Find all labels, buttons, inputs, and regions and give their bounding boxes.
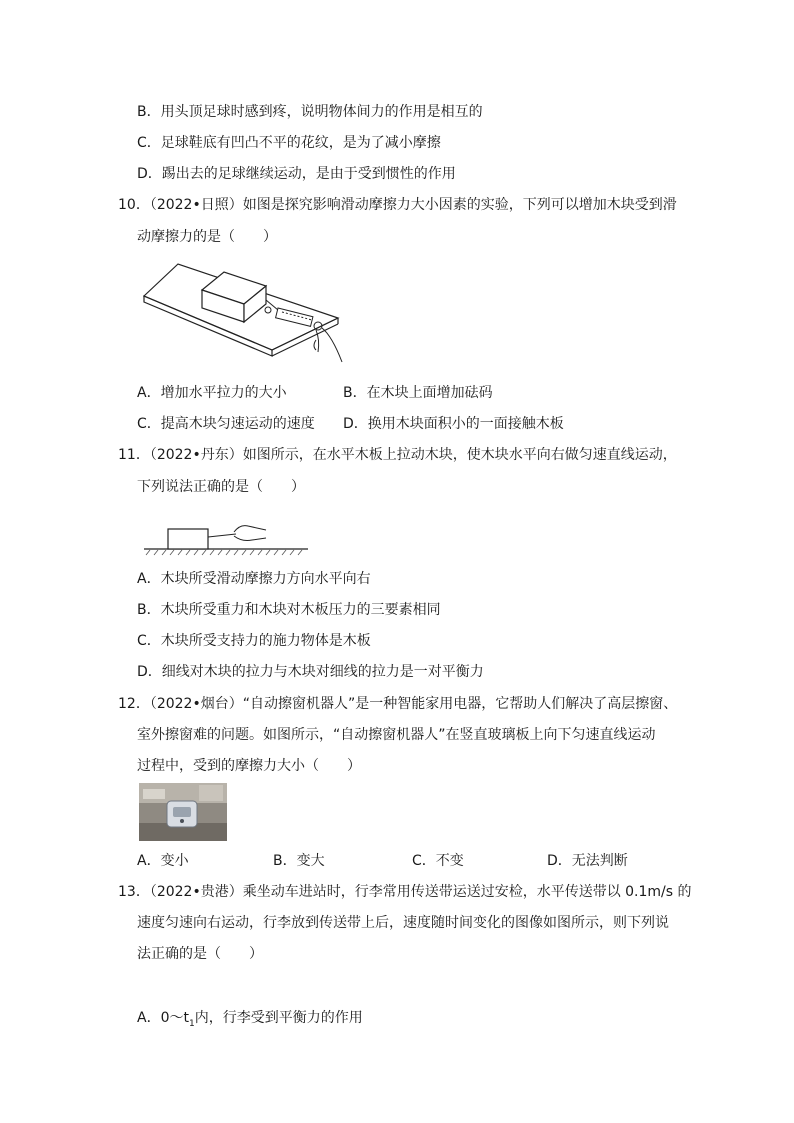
- q13-option-a-suffix: 内，行李受到平衡力的作用: [194, 1010, 363, 1026]
- q11-option-d: D．细线对木块的拉力与木块对细线的拉力是一对平衡力: [137, 664, 484, 680]
- q12-window-robot-photo: [139, 783, 227, 841]
- q10-option-a: A．增加水平拉力的大小: [137, 385, 287, 401]
- q10-option-b: B．在木块上面增加砝码: [343, 385, 493, 401]
- q10-friction-experiment-figure: [140, 256, 350, 366]
- q10-option-d: D．换用木块面积小的一面接触木板: [343, 416, 564, 432]
- q13-option-a: [137, 1008, 363, 1034]
- q13-stem-line3: 法正确的是（ ）: [137, 946, 263, 962]
- q12-option-c: C．不变: [412, 853, 464, 869]
- q13-option-a-subscript: 1: [188, 1018, 195, 1029]
- q11-option-a: A．木块所受滑动摩擦力方向水平向右: [137, 571, 371, 587]
- q12-stem-line2: 室外擦窗难的问题。如图所示，“自动擦窗机器人”在竖直玻璃板上向下匀速直线运动: [137, 727, 656, 743]
- q12-option-a: A．变小: [137, 853, 189, 869]
- q10-stem-line1: 10．（2022•日照）如图是探究影响滑动摩擦力大小因素的实验，下列可以增加木块受到滑: [118, 197, 677, 213]
- q10-option-c: C．提高木块匀速运动的速度: [137, 416, 315, 432]
- q11-stem-line1: 11．（2022•丹东）如图所示，在水平木板上拉动木块，使木块水平向右做匀速直线运动，: [118, 447, 677, 463]
- q12-stem-line1: 12．（2022•烟台）“自动擦窗机器人”是一种智能家用电器，它帮助人们解决了高层擦窗、: [118, 696, 678, 712]
- q11-block-pull-figure: [142, 512, 312, 558]
- q13-stem-line1: 13．（2022•贵港）乘坐动车进站时，行李常用传送带运送过安检，水平传送带以 0.1m/s 的: [118, 884, 692, 900]
- q9-option-c: C．足球鞋底有凹凸不平的花纹，是为了减小摩擦: [137, 135, 441, 151]
- q9-option-d: D．踢出去的足球继续运动，是由于受到惯性的作用: [137, 166, 456, 182]
- q12-option-b: B．变大: [273, 853, 325, 869]
- q12-option-d: D．无法判断: [547, 853, 628, 869]
- q11-option-b: B．木块所受重力和木块对木板压力的三要素相同: [137, 602, 441, 618]
- q11-option-c: C．木块所受支持力的施力物体是木板: [137, 633, 371, 649]
- q13-option-a-prefix: A．0～t: [137, 1010, 189, 1026]
- q9-option-b: B．用头顶足球时感到疼，说明物体间力的作用是相互的: [137, 104, 483, 120]
- q12-stem-line3: 过程中，受到的摩擦力大小（ ）: [137, 758, 361, 774]
- q11-stem-line2: 下列说法正确的是（ ）: [137, 479, 305, 495]
- q13-stem-line2: 速度匀速向右运动，行李放到传送带上后，速度随时间变化的图像如图所示，则下列说: [137, 915, 669, 931]
- q10-stem-line2: 动摩擦力的是（ ）: [137, 229, 277, 245]
